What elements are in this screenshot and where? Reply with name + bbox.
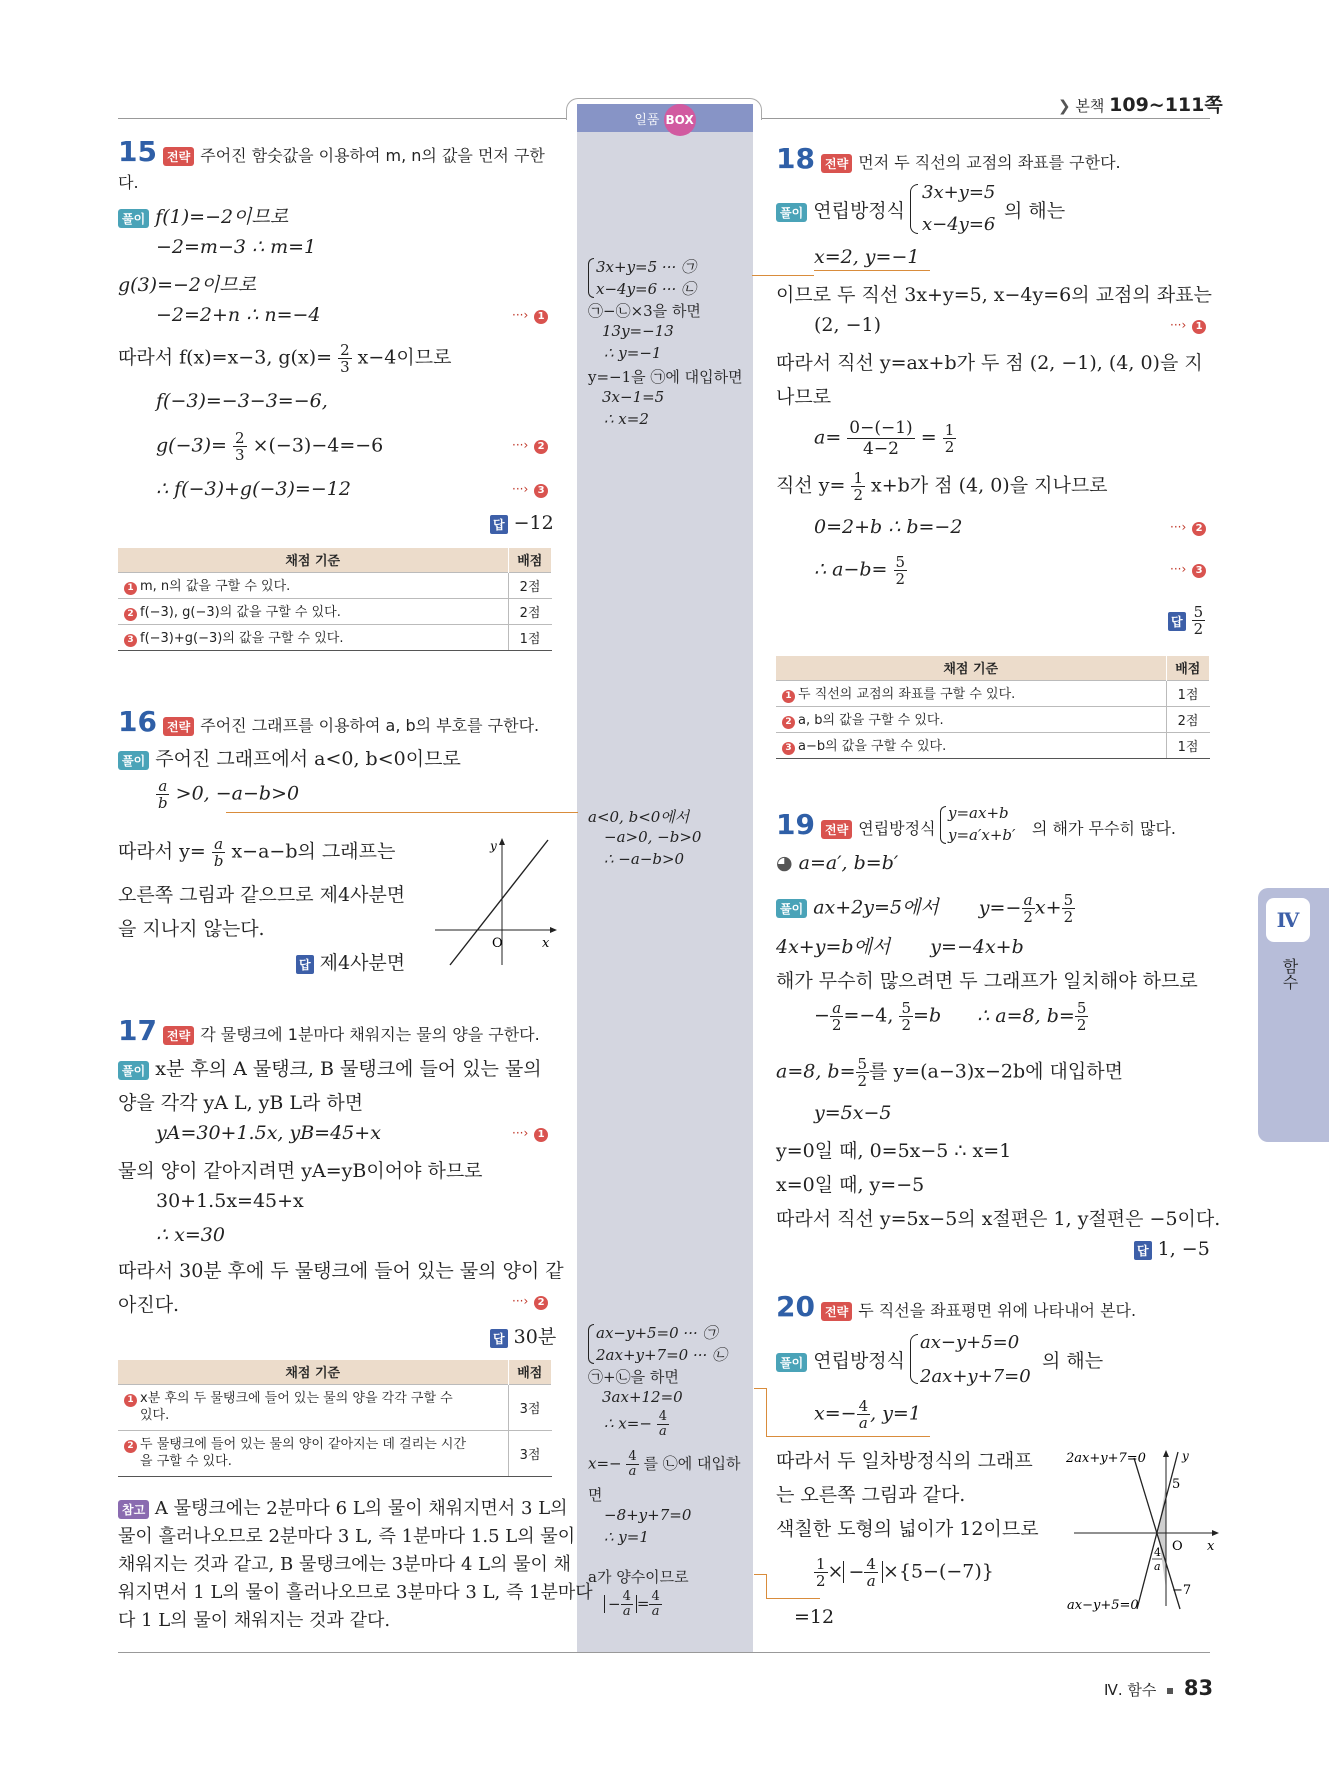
- box-line: 3ax+12=0: [602, 1388, 683, 1406]
- note-line: 워지면서 1 L의 물이 흘러나오므로 3분마다 3 L, 즉 1분마다: [118, 1582, 593, 1603]
- line: >0, −a−b>0: [175, 782, 300, 805]
- connector-line: [752, 275, 814, 276]
- step-marker: ···› 1: [1170, 318, 1206, 334]
- connector-line: [226, 812, 578, 813]
- strategy-text: 의 해가 무수히 많다.: [1032, 819, 1176, 838]
- system-eq: y=a′x+b′: [948, 826, 1016, 844]
- hint: a=a′, b=b′: [798, 852, 899, 874]
- strategy-text: 각 물탱크에 1분마다 채워지는 물의 양을 구한다.: [200, 1025, 540, 1044]
- frac-label-num: 4: [1154, 1546, 1161, 1559]
- frac-num: a: [158, 777, 168, 795]
- box-line: 2ax+y+7=0 ··· ㉡: [596, 1346, 728, 1364]
- box-line: ㉠−㉡×3을 하면: [588, 302, 701, 320]
- answer: −12: [513, 512, 554, 534]
- box-abs-value: − $\frac{4}{a}$ = $\frac{4}{a}$: [604, 1590, 662, 1619]
- line: 물의 양이 같아지려면 yA=yB이어야 하므로: [118, 1160, 483, 1182]
- answer: 1, −5: [1157, 1238, 1210, 1260]
- box-line: y=−1을 ㉠에 대입하면: [588, 368, 743, 386]
- line: ∴ a−b=: [814, 558, 888, 581]
- box-title: 일품 BOX: [577, 104, 753, 132]
- problem-17: [118, 1014, 540, 1047]
- line: 의 해는: [1004, 200, 1066, 222]
- score-header: 배점: [508, 1360, 552, 1384]
- line: x분 후의 A 물탱크, B 물탱크에 들어 있는 물의: [155, 1058, 542, 1080]
- strategy-text: 연립방정식: [858, 819, 936, 838]
- line: ∴ x=30: [156, 1224, 225, 1246]
- frac-label-den: a: [1154, 1560, 1161, 1573]
- problem-number: 20: [776, 1290, 815, 1323]
- frac-num: 0−(−1): [849, 418, 913, 438]
- line: ∴ a=8, b=: [977, 1004, 1075, 1027]
- criteria-score: 1점: [1166, 680, 1210, 706]
- answer-den: 2: [1193, 620, 1204, 638]
- problem-20: [776, 1290, 1136, 1323]
- line: −2=m−3 ∴ m=1: [156, 236, 317, 258]
- box-line: 면: [588, 1486, 603, 1504]
- answer-tag: 답: [490, 515, 508, 534]
- answer-tag: 답: [296, 955, 314, 974]
- line: 의 해는: [1042, 1350, 1104, 1372]
- line: a=: [814, 426, 842, 449]
- criteria-item: f(−3), g(−3)의 값을 구할 수 있다.: [140, 605, 341, 620]
- system-eq: ax−y+5=0: [920, 1332, 1020, 1353]
- strategy-text-cont: 다.: [118, 173, 139, 192]
- line: yA=30+1.5x, yB=45+x: [156, 1122, 381, 1144]
- frac-num: a: [214, 835, 224, 853]
- frac-den: 2: [895, 570, 906, 588]
- axis-x: x: [542, 936, 550, 951]
- criteria-item: 두 직선의 교점의 좌표를 구할 수 있다.: [798, 687, 1016, 702]
- criteria-table-15: 채점 기준 배점 1 m, n의 값을 구할 수 있다. 2점 2 f(−3), g(−3)의 값을 구할 수 있다. 2점 3 f(−3)+g(−3)의 값을 구할 수 있다. 1점: [118, 548, 552, 651]
- line: ×(−3)−4=−6: [252, 434, 384, 457]
- line: y=5x−5: [814, 1102, 892, 1124]
- frac-den: 2: [853, 486, 863, 504]
- line: y=−4x+b: [930, 936, 1024, 958]
- line: ax+2y=5에서: [813, 896, 939, 919]
- connector-line: [754, 1388, 766, 1389]
- box-line: 3x+y=5 ··· ㉠: [596, 258, 696, 276]
- line: 오른쪽 그림과 같으므로 제4사분면: [118, 884, 406, 906]
- line: f(1)=−2이므로: [155, 206, 289, 228]
- line: (2, −1): [814, 314, 882, 336]
- solution-tag: 풀이: [118, 1061, 149, 1080]
- top-line-label: 2ax+y+7=0: [1066, 1451, 1146, 1466]
- line: 을 지나지 않는다.: [118, 918, 265, 940]
- step-marker: ···› 3: [1170, 562, 1206, 578]
- frac-num: 1: [853, 469, 863, 487]
- line: =−4,: [843, 1004, 894, 1027]
- answer-num: 5: [1193, 603, 1204, 621]
- criteria-item: f(−3)+g(−3)의 값을 구할 수 있다.: [140, 631, 344, 646]
- note-line: 다 1 L의 물이 채워지는 것과 같다.: [118, 1610, 391, 1631]
- line: x+b가 점 (4, 0)을 지나므로: [871, 474, 1108, 497]
- line: 직선 y=: [776, 474, 846, 497]
- note-line: 물이 흘러나오므로 2분마다 3 L, 즉 1분마다 1.5 L의 물이: [118, 1526, 576, 1547]
- connector-line: [766, 1388, 767, 1436]
- line: a=8, b=: [776, 1060, 856, 1083]
- answer-tag: 답: [490, 1329, 508, 1348]
- page-number: 83: [1183, 1676, 1214, 1700]
- line: ×{5−(−7)}: [882, 1560, 994, 1583]
- criteria-score: 3점: [508, 1384, 552, 1430]
- frac-num: 1: [944, 421, 955, 439]
- answer: 제4사분면: [319, 952, 406, 974]
- line: g(−3)=: [156, 434, 227, 457]
- line: 30+1.5x=45+x: [156, 1190, 304, 1212]
- criteria-score: 3점: [508, 1430, 552, 1476]
- solution-tag: 풀이: [776, 1353, 807, 1372]
- line: 양을 각각 yA L, yB L라 하면: [118, 1092, 364, 1114]
- criteria-score: 1점: [508, 624, 552, 650]
- line: 따라서 f(x)=x−3, g(x)=: [118, 346, 333, 369]
- line: 0=2+b ∴ b=−2: [814, 516, 963, 538]
- criteria-item: 두 물탱크에 들어 있는 물의 양이 같아지는 데 걸리는 시간: [140, 1437, 467, 1452]
- frac-den: b: [158, 794, 168, 812]
- connector-line: [754, 1574, 766, 1575]
- step-marker: ···› 3: [512, 482, 548, 498]
- strategy-tag: 전략: [821, 1302, 852, 1321]
- line: =12: [794, 1606, 835, 1628]
- connector-line: [814, 270, 930, 271]
- strategy-text: 주어진 그래프를 이용하여 a, b의 부호를 구한다.: [200, 716, 540, 735]
- chapter-side-tab[interactable]: [1258, 888, 1329, 1142]
- line: 따라서 y=: [118, 840, 206, 863]
- line: ∴ f(−3)+g(−3)=−12: [156, 478, 351, 500]
- box-line: 를 ㉡에 대입하: [643, 1454, 741, 1473]
- chapter-label: 함수: [1280, 958, 1299, 990]
- step-marker: ···› 1: [512, 308, 548, 324]
- bottom-line-label: ax−y+5=0: [1067, 1598, 1139, 1613]
- line: x=2, y=−1: [814, 246, 920, 268]
- line: 연립방정식: [813, 200, 906, 222]
- criteria-score: 2점: [508, 572, 552, 598]
- line: 따라서 직선 y=ax+b가 두 점 (2, −1), (4, 0)을 지: [776, 352, 1203, 374]
- answer-tag: 답: [1134, 1241, 1152, 1260]
- criteria-header: 채점 기준: [118, 548, 508, 572]
- problem-16: [118, 705, 539, 738]
- problem-number: 17: [118, 1014, 157, 1047]
- graph-20: [1062, 1444, 1222, 1614]
- frac-den: 3: [234, 446, 245, 464]
- line: =: [920, 426, 937, 449]
- criteria-item: a, b의 값을 구할 수 있다.: [798, 713, 944, 728]
- reference-tag: 참고: [118, 1500, 149, 1519]
- box-line: x=−: [588, 1454, 622, 1473]
- box-line: ∴ y=−1: [604, 344, 662, 362]
- problem-number: 15: [118, 135, 157, 168]
- system-eq: x−4y=6: [922, 214, 996, 235]
- criteria-item: m, n의 값을 구할 수 있다.: [140, 579, 291, 594]
- connector-line: [766, 1598, 820, 1599]
- box-line: −a>0, −b>0: [604, 828, 702, 846]
- problem-19: [776, 808, 936, 841]
- strategy-text: 주어진 함숫값을 이용하여 m, n의 값을 먼저 구한: [200, 146, 545, 165]
- frac-num: 5: [895, 553, 906, 571]
- strategy-text: 먼저 두 직선의 교점의 좌표를 구한다.: [858, 153, 1121, 172]
- frac-den: 4−2: [863, 439, 899, 459]
- solution-tag: 풀이: [776, 203, 807, 222]
- box-brace-1: [588, 258, 594, 298]
- frac-num: 2: [234, 429, 245, 447]
- footer-chapter: Ⅳ. 함수: [1104, 1681, 1157, 1699]
- chapter-roman: Ⅳ: [1266, 898, 1310, 942]
- box-line: a가 양수이므로: [588, 1568, 689, 1586]
- criteria-header: 채점 기준: [776, 656, 1166, 680]
- criteria-table-17: 채점 기준 배점 1 x분 후의 두 물탱크에 들어 있는 물의 양을 각각 구할 수 있다. 3점 2 두 물탱크에 들어 있는 물의 양이 같아지는 데 걸리는 시간 을 구할 수 있다. 3점: [118, 1360, 552, 1477]
- line: 는 오른쪽 그림과 같다.: [776, 1484, 966, 1506]
- problem-number: 18: [776, 142, 815, 175]
- criteria-score: 2점: [508, 598, 552, 624]
- axis-x: x: [1207, 1539, 1215, 1554]
- origin: O: [492, 936, 503, 951]
- box-brace-3: [588, 1324, 594, 1364]
- note-line: A 물탱크에는 2분마다 6 L의 물이 채워지면서 3 L의: [154, 1498, 568, 1519]
- box-line: ax−y+5=0 ··· ㉠: [596, 1324, 718, 1342]
- line: 를 y=(a−3)x−2b에 대입하면: [869, 1060, 1123, 1083]
- criteria-item: a−b의 값을 구할 수 있다.: [798, 739, 947, 754]
- y-intercept-neg7: −7: [1172, 1583, 1192, 1598]
- criteria-item-cont: 있다.: [140, 1408, 170, 1423]
- step-marker: ···› 2: [1170, 520, 1206, 536]
- problem-18: [776, 142, 1121, 175]
- line: y=−: [978, 896, 1022, 919]
- line: 4x+y=b에서: [776, 936, 891, 958]
- strategy-tag: 전략: [163, 717, 194, 736]
- strategy-tag: 전략: [821, 154, 852, 173]
- strategy-text: 두 직선을 좌표평면 위에 나타내어 본다.: [858, 1301, 1137, 1320]
- problem-number: 19: [776, 808, 815, 841]
- y-intercept-5: 5: [1172, 1477, 1181, 1492]
- box-line: ∴ x=−: [604, 1414, 652, 1433]
- frac-den: b: [213, 852, 224, 870]
- line: f(−3)=−3−3=−6,: [156, 390, 328, 412]
- line: x+: [1034, 896, 1062, 919]
- line: g(3)=−2이므로: [118, 274, 257, 296]
- system-brace: [910, 1334, 918, 1384]
- solution-tag: 풀이: [776, 899, 807, 918]
- box-line: x−4y=6 ··· ㉡: [596, 280, 696, 298]
- line: 나므로: [776, 386, 832, 408]
- criteria-header: 채점 기준: [118, 1360, 508, 1384]
- note-line: 채워지는 것과 같고, B 물탱크에는 3분마다 4 L의 물이 채: [118, 1554, 572, 1575]
- line: 이므로 두 직선 3x+y=5, x−4y=6의 교점의 좌표는: [776, 284, 1212, 306]
- box-line: a<0, b<0에서: [588, 808, 690, 826]
- page-reference: ❯ 본책 109~111쪽: [1058, 94, 1223, 116]
- step-marker: ···› 1: [512, 1126, 548, 1142]
- system-eq: y=ax+b: [948, 804, 1009, 822]
- line: 주어진 그래프에서 a<0, b<0이므로: [155, 748, 461, 770]
- box-line: −8+y+7=0: [604, 1506, 692, 1524]
- line: 따라서 두 일차방정식의 그래프: [776, 1450, 1033, 1472]
- criteria-score: 2점: [1166, 706, 1210, 732]
- axis-y: y: [1182, 1449, 1189, 1463]
- score-header: 배점: [1166, 656, 1210, 680]
- origin: O: [1172, 1539, 1183, 1554]
- answer-tag: 답: [1168, 612, 1186, 631]
- strategy-tag: 전략: [163, 1026, 194, 1045]
- line: −2=2+n ∴ n=−4: [156, 304, 321, 326]
- line: x=0일 때, y=−5: [776, 1174, 925, 1196]
- frac-den: 3: [340, 358, 350, 376]
- line: x−4이므로: [357, 346, 452, 369]
- line: 색칠한 도형의 넓이가 12이므로: [776, 1518, 1039, 1540]
- line: 아진다.: [118, 1294, 180, 1316]
- frac-den: 2: [944, 438, 955, 456]
- line: y=0일 때, 0=5x−5 ∴ x=1: [776, 1140, 1012, 1162]
- box-line: 13y=−13: [602, 322, 674, 340]
- line: −: [814, 1004, 830, 1027]
- criteria-table-18: 채점 기준 배점 1 두 직선의 교점의 좌표를 구할 수 있다. 1점 2 a, b의 값을 구할 수 있다. 2점 3 a−b의 값을 구할 수 있다. 1점: [776, 656, 1210, 759]
- axis-y: y: [490, 839, 497, 853]
- frac-num: 2: [340, 341, 350, 359]
- box-line: ∴ y=1: [604, 1528, 649, 1546]
- box-line: ∴ −a−b>0: [604, 850, 685, 868]
- line: , y=1: [870, 1402, 921, 1425]
- criteria-item-cont: 을 구할 수 있다.: [140, 1454, 232, 1469]
- step-marker: ···› 2: [512, 1294, 548, 1310]
- line: 해가 무수히 많으려면 두 그래프가 일치해야 하므로: [776, 970, 1198, 992]
- solution-tag: 풀이: [118, 751, 149, 770]
- solution-tag: 풀이: [118, 209, 149, 228]
- box-line: 3x−1=5: [602, 388, 665, 406]
- connector-line: [766, 1574, 767, 1598]
- system-brace: [940, 806, 946, 844]
- box-line: ㉠+㉡을 하면: [588, 1368, 679, 1386]
- answer: 30분: [513, 1326, 557, 1348]
- footer-rule: [118, 1652, 1210, 1653]
- strategy-tag: 전략: [821, 820, 852, 839]
- line: 연립방정식: [813, 1350, 906, 1372]
- connector-line: [766, 1436, 930, 1437]
- problem-15: [118, 135, 545, 168]
- criteria-score: 1점: [1166, 732, 1210, 758]
- problem-number: 16: [118, 705, 157, 738]
- line: x−a−b의 그래프는: [231, 840, 396, 863]
- score-header: 배점: [508, 548, 552, 572]
- system-brace: [910, 184, 918, 234]
- step-marker: ···› 2: [512, 438, 548, 454]
- box-line: ∴ x=2: [604, 410, 649, 428]
- line: 따라서 30분 후에 두 물탱크에 들어 있는 물의 양이 같: [118, 1260, 564, 1282]
- criteria-item: x분 후의 두 물탱크에 들어 있는 물의 양을 각각 구할 수: [140, 1391, 453, 1406]
- line: =b: [913, 1004, 942, 1027]
- system-eq: 2ax+y+7=0: [920, 1366, 1031, 1387]
- graph-16: [430, 835, 560, 970]
- line: x=−: [814, 1402, 857, 1425]
- system-eq: 3x+y=5: [922, 182, 996, 203]
- line: 따라서 직선 y=5x−5의 x절편은 1, y절편은 −5이다.: [776, 1208, 1221, 1230]
- footer: [1104, 1676, 1213, 1700]
- strategy-tag: 전략: [163, 147, 194, 166]
